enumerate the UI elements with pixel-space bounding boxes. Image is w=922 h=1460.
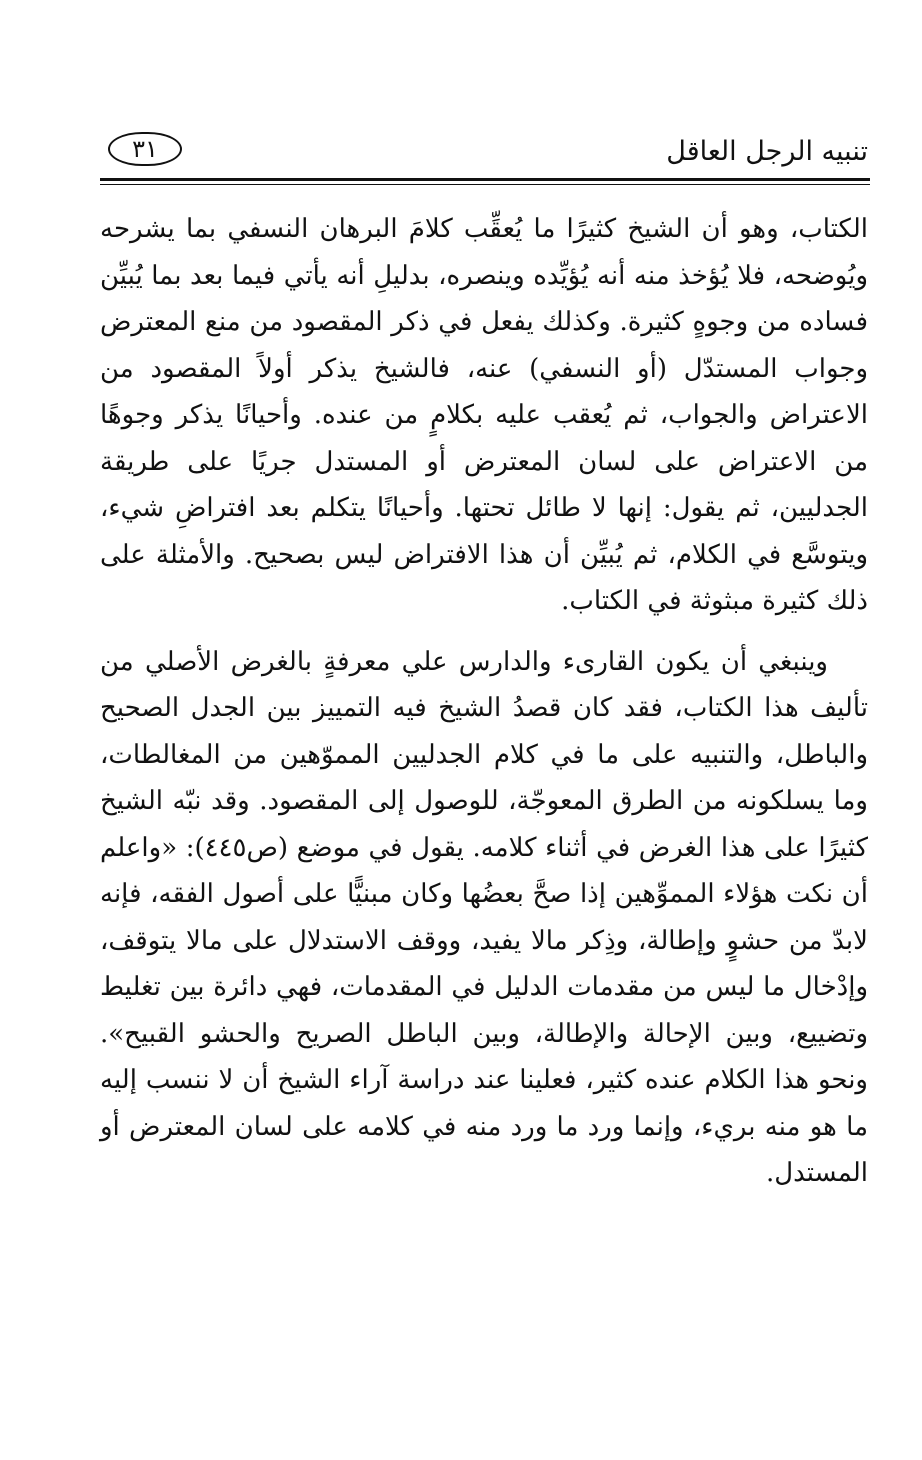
page-number-frame [108, 132, 182, 166]
paragraph-1: الكتاب، وهو أن الشيخ كثيرًا ما يُعقِّب كلامَ البرهان النسفي بما يشرحه ويُوضحه، فلا يُؤخذ منه أنه يُؤيِّده وينصره، بدليلِ أنه يأتي فيما بعد بما يُبيِّن فساده من وجوهٍ كثيرة. وكذلك يفعل في ذكر المقصود من منع المعترض وجواب المستدّل (أو النسفي) عنه، فالشيخ يذكر أولاً المقصود من الاعتراض والجواب، ثم يُعقب عليه بكلامٍ من عنده. وأحيانًا يذكر وجوهًا من الاعتراض على لسان المعترض أو المستدل جريًا على طريقة الجدليين، ثم يقول: إنها لا طائل تحتها. وأحيانًا يتكلم بعد افتراضِ شيء، ويتوسَّع في الكلام، ثم يُبيِّن أن هذا الافتراض ليس بصحيح. والأمثلة على ذلك كثيرة مبثوثة في الكتاب. [100, 214, 868, 616]
body-text [100, 206, 868, 1197]
page-number: ٣١ [132, 135, 158, 163]
page-header [100, 118, 868, 180]
header-rule-thin [100, 184, 870, 185]
header-rule-thick [100, 178, 870, 181]
paragraph-2: وينبغي أن يكون القارىء والدارس علي معرفةٍ بالغرض الأصلي من تأليف هذا الكتاب، فقد كان قصدُ الشيخ فيه التمييز بين الجدل الصحيح والباطل، والتنبيه على ما في كلام الجدليين المموّهين من المغالطات، وما يسلكونه من الطرق المعوجّة، للوصول إلى المقصود. وقد نبّه الشيخ كثيرًا على هذا الغرض في أثناء كلامه. يقول في موضع (ص٤٤٥): «واعلم أن نكت هؤلاء المموِّهين إذا صحَّ بعضُها وكان مبنيًّا على أصول الفقه، فإنه لابدّ من حشوٍ وإطالة، وذِكر مالا يفيد، ووقف الاستدلال على مالا يتوقف، وإدْخال ما ليس من مقدمات الدليل في المقدمات، فهي دائرة بين تغليط وتضييع، وبين الإحالة والإطالة، وبين الباطل الصريح والحشو القبيح». ونحو هذا الكلام عنده كثير، فعلينا عند دراسة آراء الشيخ أن لا ننسب إليه ما هو منه بريء، وإنما ورد ما ورد منه في كلامه على لسان المعترض أو المستدل. [100, 646, 868, 1188]
running-title: تنبيه الرجل العاقل [666, 136, 868, 167]
